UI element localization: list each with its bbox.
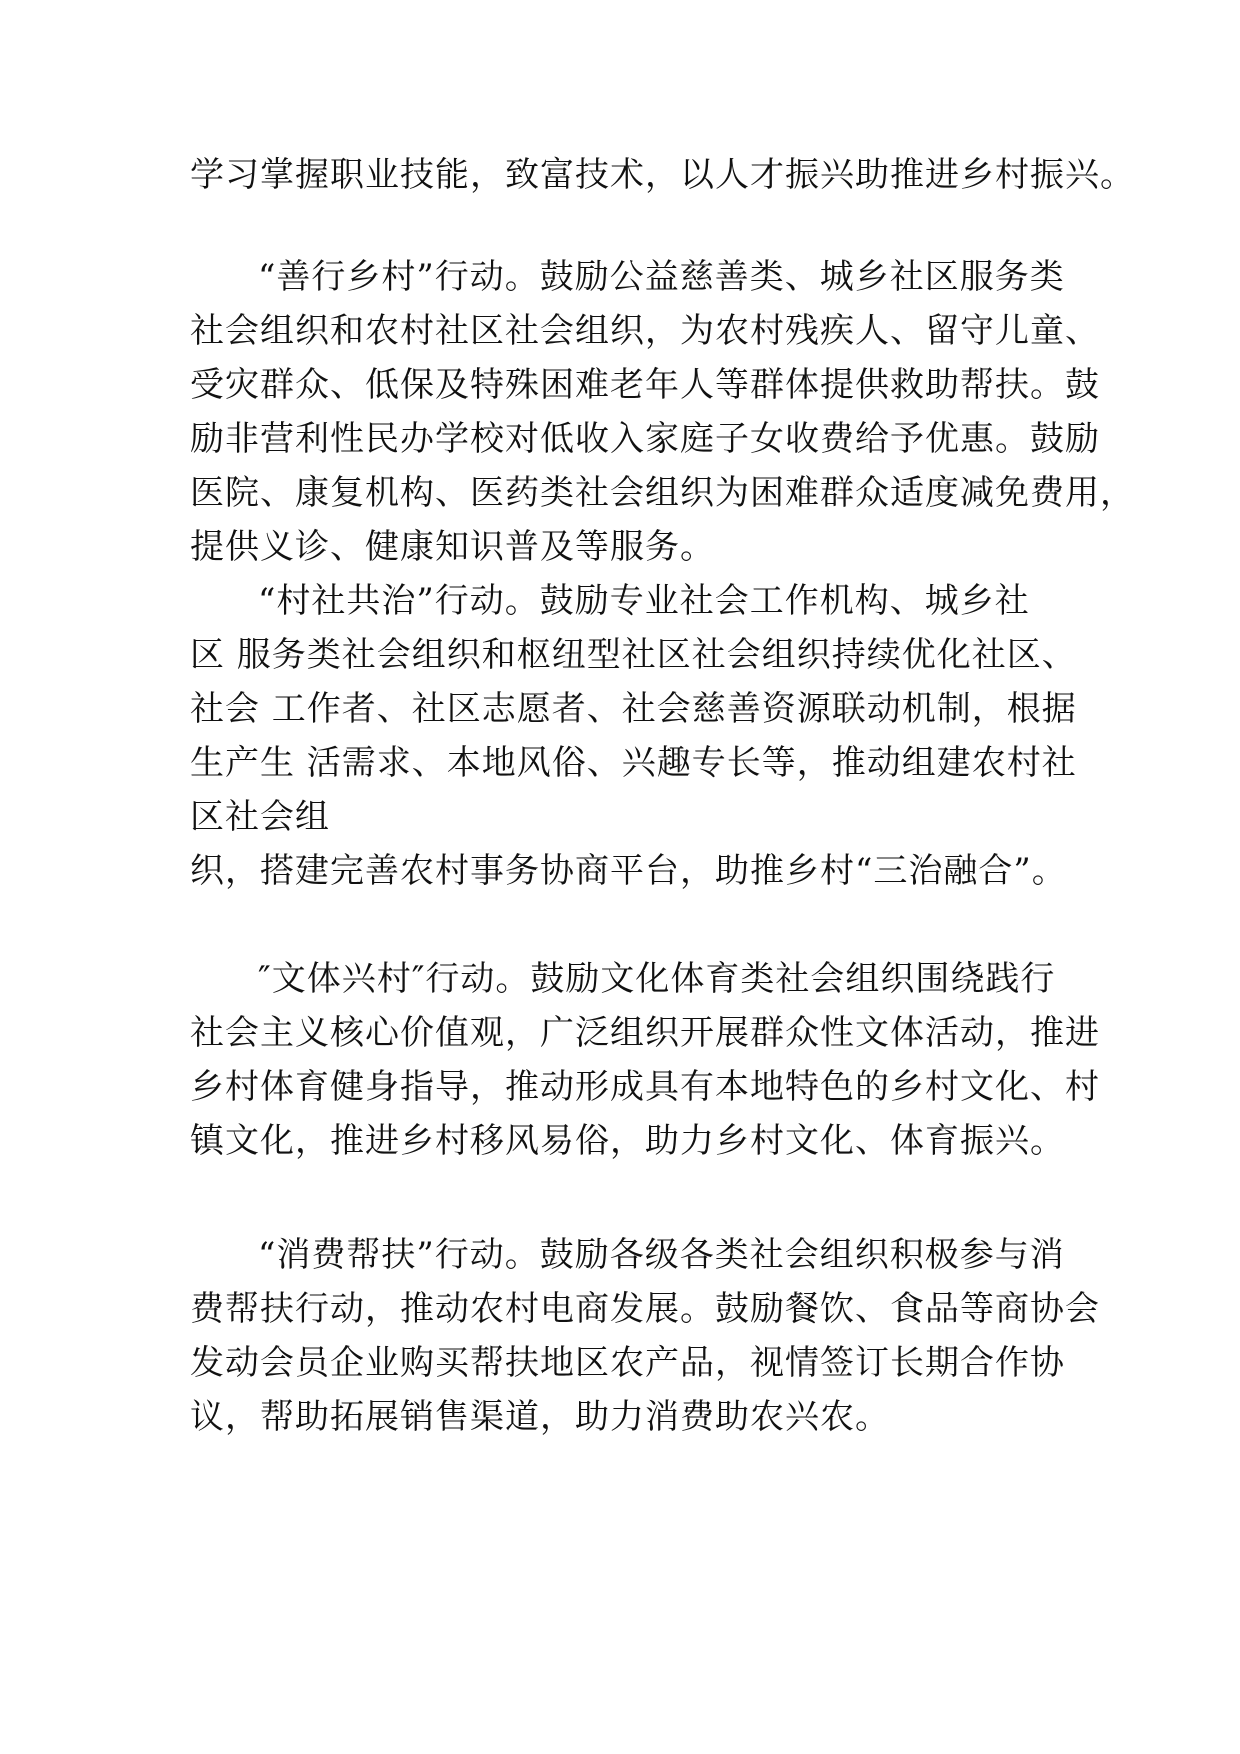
text-line: 励非营利性民办学校对低收入家庭子女收费给予优惠。鼓励 — [190, 419, 1100, 459]
text-line: 社会 工作者、社区志愿者、社会慈善资源联动机制，根据 — [190, 689, 1077, 729]
text-line: 区 服务类社会组织和枢纽型社区社会组织持续优化社区、 — [190, 635, 1077, 675]
paragraph-culture-sports-village — [190, 952, 1100, 1168]
text-line: 学习掌握职业技能，致富技术，以人才振兴助推进乡村振兴。 — [190, 155, 1135, 195]
paragraph-village-co-governance — [190, 574, 1090, 898]
paragraph-charity-village — [190, 250, 1135, 574]
paragraph-talent-revitalization — [190, 148, 1135, 202]
text-line: “消费帮扶”行动。鼓励各级各类社会组织积极参与消 — [258, 1235, 1065, 1275]
text-line: 医院、康复机构、医药类社会组织为困难群众适度减免费用， — [190, 473, 1135, 513]
text-line: 社会组织和农村社区社会组织，为农村残疾人、留守儿童、 — [190, 311, 1100, 351]
text-line: 社会主义核心价值观，广泛组织开展群众性文体活动，推进 — [190, 1013, 1100, 1053]
text-line: 议，帮助拓展销售渠道，助力消费助农兴农。 — [190, 1397, 890, 1437]
text-line: 费帮扶行动，推动农村电商发展。鼓励餐饮、食品等商协会 — [190, 1289, 1100, 1329]
paragraph-consumption-assistance — [190, 1228, 1100, 1444]
text-line: 镇文化，推进乡村移风易俗，助力乡村文化、体育振兴。 — [190, 1121, 1065, 1161]
text-line: ″文体兴村″行动。鼓励文化体育类社会组织围绕践行 — [258, 959, 1056, 999]
text-line: 织，搭建完善农村事务协商平台，助推乡村“三治融合”。 — [190, 851, 1067, 891]
text-line: 发动会员企业购买帮扶地区农产品，视情签订长期合作协 — [190, 1343, 1065, 1383]
text-line: 提供义诊、健康知识普及等服务。 — [190, 527, 715, 567]
text-line: 乡村体育健身指导，推动形成具有本地特色的乡村文化、村 — [190, 1067, 1100, 1107]
text-line: “村社共治”行动。鼓励专业社会工作机构、城乡社 — [258, 581, 1030, 621]
text-line: 生产生 活需求、本地风俗、兴趣专长等，推动组建农村社 — [190, 743, 1077, 783]
text-line: 区社会组 — [190, 797, 330, 837]
text-line: 受灾群众、低保及特殊困难老年人等群体提供救助帮扶。鼓 — [190, 365, 1100, 405]
text-line: “善行乡村”行动。鼓励公益慈善类、城乡社区服务类 — [258, 257, 1065, 297]
